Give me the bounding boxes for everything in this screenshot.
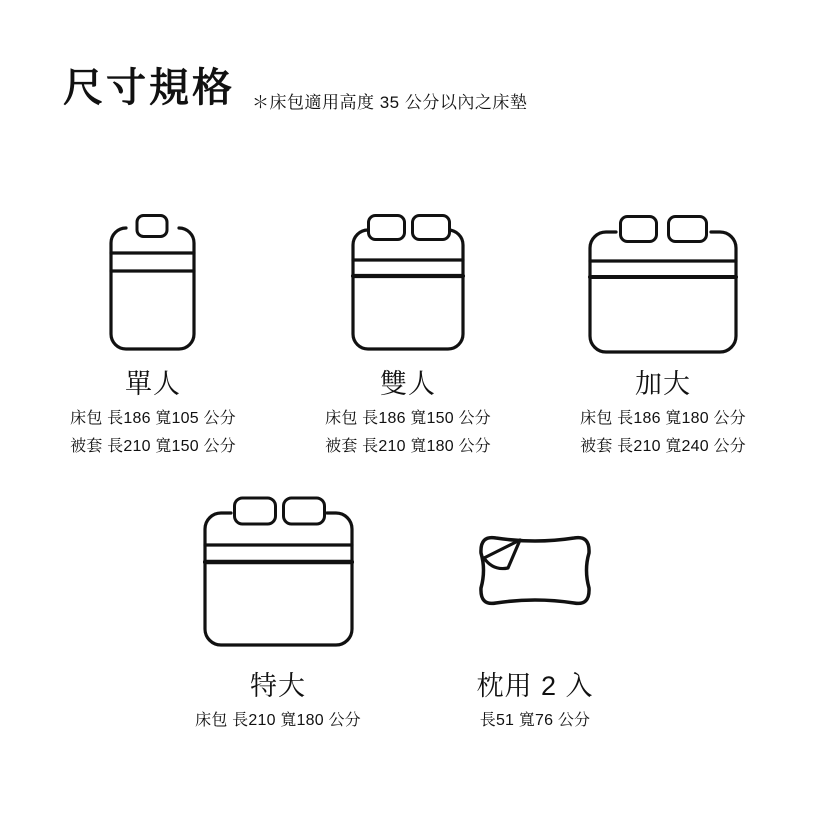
spec-line: 床包 長210 寬180 公分 bbox=[195, 712, 361, 729]
product-name-queen: 加大 bbox=[635, 369, 691, 399]
product-specs-single bbox=[33, 405, 273, 461]
product-name-king: 特大 bbox=[250, 671, 306, 701]
product-specs-king bbox=[158, 707, 398, 735]
product-specs-double bbox=[288, 405, 528, 461]
bed-single-icon bbox=[109, 213, 196, 351]
spec-line: 被套 長210 寬150 公分 bbox=[70, 438, 236, 455]
page-note: ＊床包適用高度 35 公分以內之床墊 bbox=[252, 93, 528, 112]
product-name-single: 單人 bbox=[125, 369, 181, 399]
product-specs-queen bbox=[543, 405, 783, 461]
spec-line: 被套 長210 寬180 公分 bbox=[325, 438, 491, 455]
product-name-double: 雙人 bbox=[380, 369, 436, 399]
pillowcase-icon bbox=[476, 533, 594, 611]
page-title: 尺寸規格 bbox=[63, 66, 235, 110]
bed-king-icon bbox=[203, 496, 354, 647]
bed-queen-icon bbox=[588, 214, 738, 354]
spec-line: 床包 長186 寬105 公分 bbox=[70, 410, 236, 427]
spec-line: 被套 長210 寬240 公分 bbox=[580, 438, 746, 455]
bed-double-icon bbox=[351, 213, 465, 351]
spec-line: 長51 寬76 公分 bbox=[479, 712, 591, 729]
product-specs-pillow bbox=[415, 707, 655, 735]
spec-line: 床包 長186 寬150 公分 bbox=[325, 410, 491, 427]
spec-line: 床包 長186 寬180 公分 bbox=[580, 410, 746, 427]
product-name-pillow: 枕用 2 入 bbox=[476, 671, 594, 701]
